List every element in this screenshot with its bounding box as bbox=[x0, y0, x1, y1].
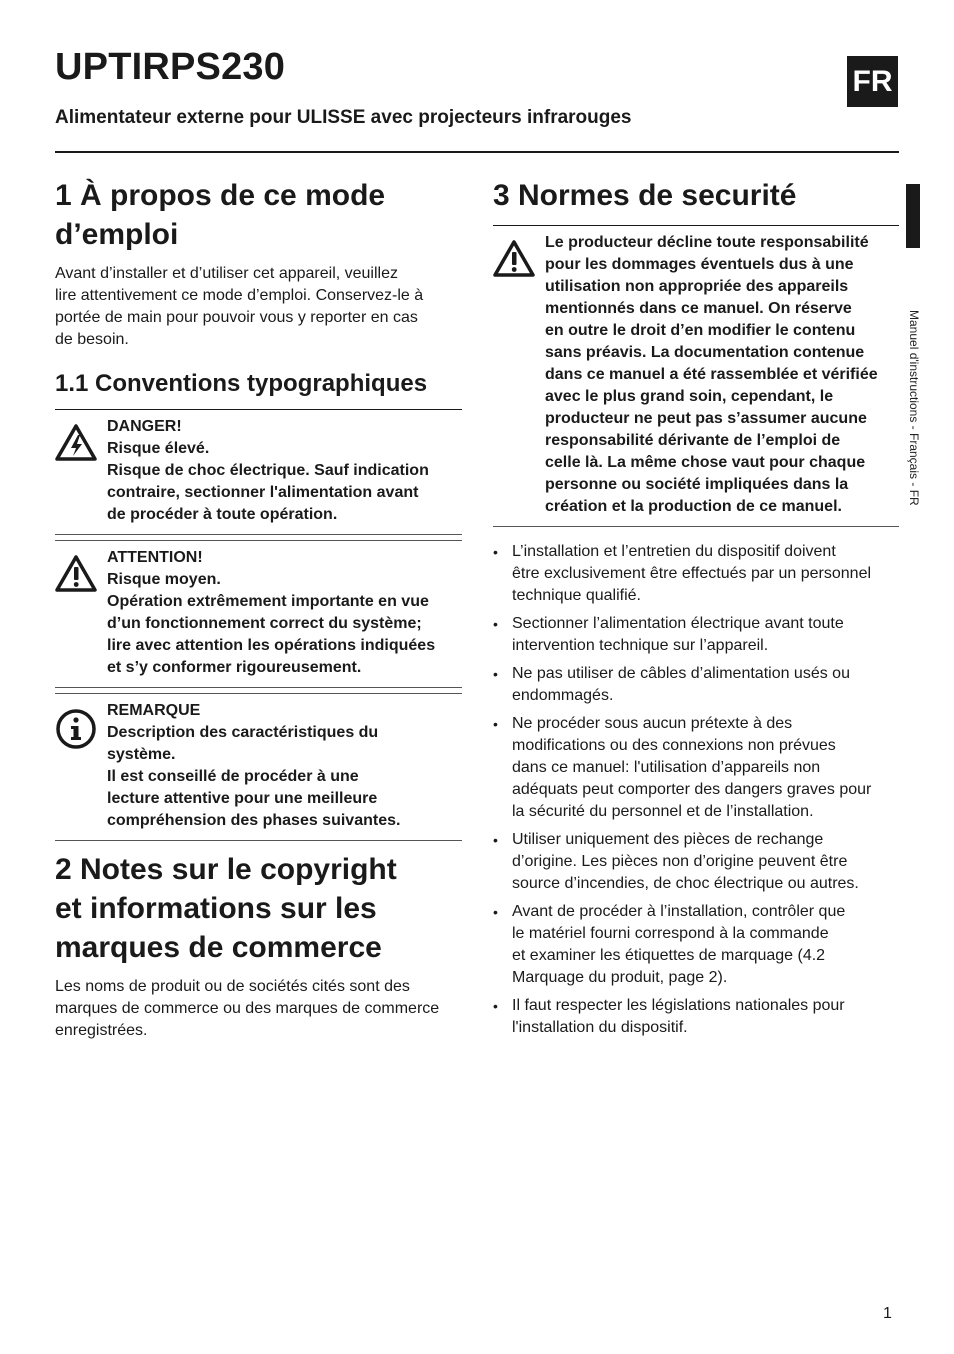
section-1-heading: 1 À propos de ce mode d’emploi bbox=[55, 179, 386, 251]
side-tab-marker bbox=[906, 184, 920, 248]
divider bbox=[493, 526, 899, 527]
right-column bbox=[493, 176, 899, 1045]
document-subtitle: Alimentateur externe pour ULISSE avec projecteurs infrarouges bbox=[55, 107, 632, 128]
attention-notice bbox=[55, 541, 462, 687]
section-1-body: Avant d’installer et d’utiliser cet appareil, veuillez lire attentivement ce mode d’emploi. Conservez-le à portée de main pour pouvoir vous y reporter en cas de besoin. bbox=[55, 265, 424, 348]
left-column bbox=[55, 176, 462, 1042]
document-title: UPTIRPS230 bbox=[55, 46, 286, 88]
bullet-marker: • bbox=[493, 832, 498, 848]
list-item: • L’installation et l’entretien du dispositif doivent être exclusivement être effectués par un personnel technique qualifié. bbox=[493, 543, 872, 604]
list-item: • Il faut respecter les législations nationales pour l'installation du dispositif. bbox=[493, 997, 845, 1036]
liability-warning bbox=[493, 226, 899, 526]
safety-bullet-list bbox=[493, 541, 899, 1039]
bullet-marker: • bbox=[493, 716, 498, 732]
section-1-1-heading: 1.1 Conventions typographiques bbox=[55, 370, 428, 397]
list-item: • Utiliser uniquement des pièces de rechange d’origine. Les pièces non d’origine peuvent être source d’incendies, de choc électrique ou autres. bbox=[493, 831, 859, 892]
divider bbox=[55, 687, 462, 688]
note-notice bbox=[55, 694, 462, 840]
side-running-label: Manuel d'instructions - Français - FR bbox=[907, 310, 921, 506]
note-text: REMARQUE Description des caractéristiques du système. Il est conseillé de procéder à une lecture attentive pour une meilleure compréhension des phases suivantes. bbox=[107, 702, 401, 829]
language-badge: FR bbox=[847, 56, 898, 107]
warning-icon bbox=[493, 232, 537, 518]
list-item: • Avant de procéder à l’installation, contrôler que le matériel fourni correspond à la commande et examiner les étiquettes de marquage (4.2 Marquage du produit, page 2). bbox=[493, 903, 846, 986]
warning-icon bbox=[55, 547, 99, 679]
section-2-body: Les noms de produit ou de sociétés cités sont des marques de commerce ou des marques de commerce enregistrées. bbox=[55, 978, 440, 1039]
header-divider bbox=[55, 151, 899, 153]
attention-text: ATTENTION! Risque moyen. Opération extrêmement importante en vue d’un fonctionnement correct du système; lire avec attention les opérations indiquées et s’y conformer rigoureusement. bbox=[107, 549, 436, 676]
section-2-heading: 2 Notes sur le copyright et informations sur les marques de commerce bbox=[55, 853, 397, 964]
liability-warning-text: Le producteur décline toute responsabilité pour les dommages éventuels dus à une utilisation non appropriée des appareils mentionnés dans ce manuel. On réserve en outre le droit d’en modifier le contenu sans préavis. La documentation contenue dans ce manuel a été rassemblée et vérifiée avec le plus grand soin, cependant, le producteur ne peut pas s’assumer aucune responsabilité dérivante de l’emploi de celle là. La même chose vaut pour chaque personne ou société impliquées dans la création et la production de ce manuel. bbox=[545, 234, 878, 515]
list-item: • Ne pas utiliser de câbles d’alimentation usés ou endommagés. bbox=[493, 665, 850, 704]
list-item: • Ne procéder sous aucun prétexte à des modifications ou des connexions non prévues dans ce manuel: l'utilisation d’appareils non adéquats peut comporter des dangers graves pour la sécurité du personnel et de l’installation. bbox=[493, 715, 872, 820]
bullet-marker: • bbox=[493, 544, 498, 560]
list-item: • Sectionner l’alimentation électrique avant toute intervention technique sur l’appareil. bbox=[493, 615, 844, 654]
danger-text: DANGER! Risque élevé. Risque de choc électrique. Sauf indication contraire, sectionner l'alimentation avant de procéder à toute opération. bbox=[107, 418, 429, 523]
divider bbox=[55, 534, 462, 535]
page-number: 1 bbox=[883, 1305, 892, 1322]
electric-hazard-icon bbox=[55, 416, 99, 526]
danger-notice bbox=[55, 410, 462, 534]
bullet-marker: • bbox=[493, 616, 498, 632]
bullet-marker: • bbox=[493, 904, 498, 920]
bullet-marker: • bbox=[493, 998, 498, 1014]
section-3-heading: 3 Normes de securité bbox=[493, 179, 797, 212]
bullet-marker: • bbox=[493, 666, 498, 682]
info-icon bbox=[55, 700, 99, 832]
divider bbox=[55, 840, 462, 841]
